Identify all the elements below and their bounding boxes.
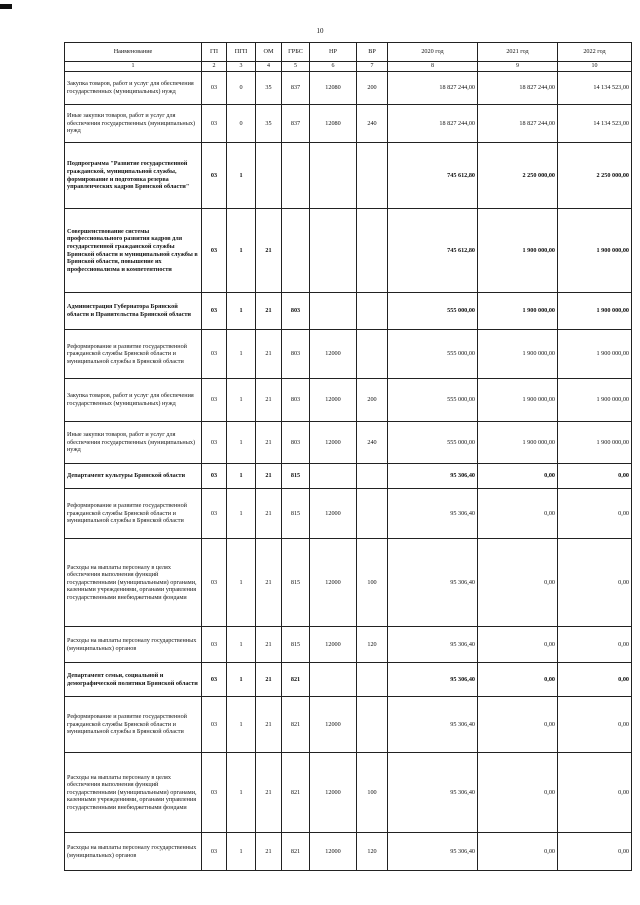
row-om: 21 bbox=[256, 753, 282, 833]
row-2022: 2 250 000,00 bbox=[558, 143, 632, 209]
row-pgp: 1 bbox=[227, 464, 256, 489]
column-index: 5 bbox=[282, 62, 310, 72]
row-vr: 120 bbox=[357, 833, 388, 871]
row-name: Иные закупки товаров, работ и услуг для обеспечения государственных (муниципальных) нужд bbox=[65, 422, 202, 464]
row-2022: 0,00 bbox=[558, 627, 632, 663]
row-grbs: 821 bbox=[282, 753, 310, 833]
row-gp: 03 bbox=[202, 209, 227, 293]
row-2022: 1 900 000,00 bbox=[558, 330, 632, 379]
row-vr bbox=[357, 209, 388, 293]
row-grbs: 821 bbox=[282, 697, 310, 753]
row-om: 21 bbox=[256, 464, 282, 489]
row-2022: 0,00 bbox=[558, 489, 632, 539]
table-row bbox=[65, 72, 632, 105]
row-2022: 0,00 bbox=[558, 697, 632, 753]
row-vr: 100 bbox=[357, 753, 388, 833]
row-name: Реформирование и развитие государственной гражданской службы Брянской области и муниципальной службы в Брянской области bbox=[65, 697, 202, 753]
header-pgp: ПГП bbox=[227, 43, 256, 62]
row-om: 21 bbox=[256, 330, 282, 379]
row-om: 21 bbox=[256, 422, 282, 464]
row-pgp: 0 bbox=[227, 105, 256, 143]
row-pgp: 1 bbox=[227, 143, 256, 209]
row-gp: 03 bbox=[202, 489, 227, 539]
row-pgp: 1 bbox=[227, 663, 256, 697]
row-vr bbox=[357, 464, 388, 489]
row-grbs: 803 bbox=[282, 330, 310, 379]
row-gp: 03 bbox=[202, 72, 227, 105]
row-name: Закупка товаров, работ и услуг для обеспечения государственных (муниципальных) нужд bbox=[65, 72, 202, 105]
row-grbs bbox=[282, 143, 310, 209]
row-om: 21 bbox=[256, 627, 282, 663]
row-name: Расходы на выплаты персоналу государственных (муниципальных) органов bbox=[65, 833, 202, 871]
row-nr bbox=[310, 464, 357, 489]
row-grbs: 837 bbox=[282, 72, 310, 105]
row-2020: 95 306,40 bbox=[388, 753, 478, 833]
row-nr bbox=[310, 293, 357, 330]
row-2022: 0,00 bbox=[558, 464, 632, 489]
row-pgp: 1 bbox=[227, 753, 256, 833]
row-2021: 0,00 bbox=[478, 663, 558, 697]
row-pgp: 1 bbox=[227, 627, 256, 663]
row-pgp: 1 bbox=[227, 697, 256, 753]
row-2021: 0,00 bbox=[478, 627, 558, 663]
row-2021: 18 827 244,00 bbox=[478, 72, 558, 105]
row-gp: 03 bbox=[202, 697, 227, 753]
table-row bbox=[65, 422, 632, 464]
row-nr: 12000 bbox=[310, 833, 357, 871]
row-nr: 12000 bbox=[310, 697, 357, 753]
row-grbs: 803 bbox=[282, 379, 310, 422]
table-row bbox=[65, 379, 632, 422]
row-nr bbox=[310, 209, 357, 293]
header-2021: 2021 год bbox=[478, 43, 558, 62]
row-vr: 240 bbox=[357, 422, 388, 464]
row-gp: 03 bbox=[202, 330, 227, 379]
row-2021: 1 900 000,00 bbox=[478, 293, 558, 330]
row-om: 35 bbox=[256, 105, 282, 143]
row-2021: 2 250 000,00 bbox=[478, 143, 558, 209]
row-name: Реформирование и развитие государственной гражданской службы Брянской области и муниципальной службы в Брянской области bbox=[65, 489, 202, 539]
row-2020: 95 306,40 bbox=[388, 627, 478, 663]
row-2021: 1 900 000,00 bbox=[478, 330, 558, 379]
row-om: 21 bbox=[256, 539, 282, 627]
row-nr: 12080 bbox=[310, 72, 357, 105]
header-grbs: ГРБС bbox=[282, 43, 310, 62]
row-nr: 12000 bbox=[310, 753, 357, 833]
row-2020: 555 000,00 bbox=[388, 422, 478, 464]
row-2022: 1 900 000,00 bbox=[558, 422, 632, 464]
row-2022: 14 134 523,00 bbox=[558, 72, 632, 105]
row-vr bbox=[357, 143, 388, 209]
row-om bbox=[256, 143, 282, 209]
row-nr: 12000 bbox=[310, 330, 357, 379]
row-gp: 03 bbox=[202, 833, 227, 871]
row-2020: 745 612,80 bbox=[388, 143, 478, 209]
row-gp: 03 bbox=[202, 464, 227, 489]
row-om: 21 bbox=[256, 697, 282, 753]
table-row bbox=[65, 293, 632, 330]
row-pgp: 1 bbox=[227, 330, 256, 379]
header-om: ОМ bbox=[256, 43, 282, 62]
row-vr: 200 bbox=[357, 72, 388, 105]
row-name: Закупка товаров, работ и услуг для обеспечения государственных (муниципальных) нужд bbox=[65, 379, 202, 422]
row-nr: 12000 bbox=[310, 489, 357, 539]
row-name: Совершенствование системы профессионального развития кадров для государственной гражданской службы Брянской области и муниципальной службы в Брянской области, повышение их профессионализма и компетентности bbox=[65, 209, 202, 293]
row-2021: 1 900 000,00 bbox=[478, 379, 558, 422]
row-gp: 03 bbox=[202, 663, 227, 697]
row-2021: 0,00 bbox=[478, 464, 558, 489]
row-name: Расходы на выплаты персоналу в целях обеспечения выполнения функций государственными (муниципальными) органами, казенными учреждениями, органами управления государственными внебюджетными фондами bbox=[65, 539, 202, 627]
row-2020: 95 306,40 bbox=[388, 464, 478, 489]
row-grbs: 815 bbox=[282, 464, 310, 489]
table-row bbox=[65, 627, 632, 663]
row-2022: 1 900 000,00 bbox=[558, 379, 632, 422]
row-2020: 95 306,40 bbox=[388, 489, 478, 539]
row-2022: 0,00 bbox=[558, 663, 632, 697]
header-2022: 2022 год bbox=[558, 43, 632, 62]
column-index: 10 bbox=[558, 62, 632, 72]
row-nr bbox=[310, 663, 357, 697]
row-gp: 03 bbox=[202, 422, 227, 464]
row-pgp: 1 bbox=[227, 539, 256, 627]
row-2022: 1 900 000,00 bbox=[558, 293, 632, 330]
row-2020: 18 827 244,00 bbox=[388, 72, 478, 105]
row-nr: 12000 bbox=[310, 379, 357, 422]
row-name: Администрация Губернатора Брянской области и Правительства Брянской области bbox=[65, 293, 202, 330]
row-name: Расходы на выплаты персоналу государственных (муниципальных) органов bbox=[65, 627, 202, 663]
column-index: 2 bbox=[202, 62, 227, 72]
row-2020: 95 306,40 bbox=[388, 663, 478, 697]
row-gp: 03 bbox=[202, 379, 227, 422]
row-name: Департамент культуры Брянской области bbox=[65, 464, 202, 489]
row-2020: 95 306,40 bbox=[388, 833, 478, 871]
row-gp: 03 bbox=[202, 143, 227, 209]
row-grbs: 803 bbox=[282, 422, 310, 464]
row-vr bbox=[357, 489, 388, 539]
row-vr bbox=[357, 293, 388, 330]
row-om: 21 bbox=[256, 489, 282, 539]
row-gp: 03 bbox=[202, 627, 227, 663]
header-nr: НР bbox=[310, 43, 357, 62]
row-vr bbox=[357, 663, 388, 697]
row-nr: 12000 bbox=[310, 539, 357, 627]
header-vr: ВР bbox=[357, 43, 388, 62]
row-2020: 745 612,80 bbox=[388, 209, 478, 293]
row-pgp: 1 bbox=[227, 833, 256, 871]
row-gp: 03 bbox=[202, 293, 227, 330]
row-pgp: 1 bbox=[227, 422, 256, 464]
row-grbs: 815 bbox=[282, 489, 310, 539]
table-row bbox=[65, 833, 632, 871]
row-pgp: 1 bbox=[227, 489, 256, 539]
budget-table bbox=[64, 42, 632, 871]
row-2021: 0,00 bbox=[478, 753, 558, 833]
column-index: 4 bbox=[256, 62, 282, 72]
row-nr: 12080 bbox=[310, 105, 357, 143]
table-row bbox=[65, 330, 632, 379]
table-row bbox=[65, 464, 632, 489]
column-index-row bbox=[65, 62, 632, 72]
row-nr bbox=[310, 143, 357, 209]
row-name: Расходы на выплаты персоналу в целях обеспечения выполнения функций государственными (муниципальными) органами, казенными учреждениями, органами управления государственными внебюджетными фондами bbox=[65, 753, 202, 833]
row-vr bbox=[357, 697, 388, 753]
table-row bbox=[65, 663, 632, 697]
row-vr: 100 bbox=[357, 539, 388, 627]
row-2020: 555 000,00 bbox=[388, 330, 478, 379]
row-2022: 14 134 523,00 bbox=[558, 105, 632, 143]
row-2020: 95 306,40 bbox=[388, 697, 478, 753]
row-2021: 0,00 bbox=[478, 697, 558, 753]
table-row bbox=[65, 539, 632, 627]
row-grbs: 821 bbox=[282, 663, 310, 697]
row-pgp: 1 bbox=[227, 293, 256, 330]
row-vr: 200 bbox=[357, 379, 388, 422]
column-index: 8 bbox=[388, 62, 478, 72]
row-grbs bbox=[282, 209, 310, 293]
row-2022: 0,00 bbox=[558, 539, 632, 627]
column-index: 6 bbox=[310, 62, 357, 72]
row-vr: 120 bbox=[357, 627, 388, 663]
row-pgp: 0 bbox=[227, 72, 256, 105]
header-name: Наименование bbox=[65, 43, 202, 62]
row-2020: 555 000,00 bbox=[388, 293, 478, 330]
row-2020: 555 000,00 bbox=[388, 379, 478, 422]
table-row bbox=[65, 105, 632, 143]
row-pgp: 1 bbox=[227, 209, 256, 293]
row-om: 21 bbox=[256, 209, 282, 293]
row-2021: 1 900 000,00 bbox=[478, 209, 558, 293]
row-grbs: 803 bbox=[282, 293, 310, 330]
row-pgp: 1 bbox=[227, 379, 256, 422]
column-index: 7 bbox=[357, 62, 388, 72]
header-gp: ГП bbox=[202, 43, 227, 62]
column-index: 1 bbox=[65, 62, 202, 72]
row-om: 35 bbox=[256, 72, 282, 105]
table-row bbox=[65, 143, 632, 209]
row-grbs: 815 bbox=[282, 539, 310, 627]
row-grbs: 815 bbox=[282, 627, 310, 663]
row-2022: 0,00 bbox=[558, 833, 632, 871]
table-row bbox=[65, 697, 632, 753]
row-name: Подпрограмма "Развитие государственной гражданской, муниципальной службы, формирование и подготовка резерва управленческих кадров Брянской области" bbox=[65, 143, 202, 209]
table-header-row bbox=[65, 43, 632, 62]
scan-corner-mark bbox=[0, 4, 12, 9]
row-om: 21 bbox=[256, 379, 282, 422]
row-name: Департамент семьи, социальной и демографической политики Брянской области bbox=[65, 663, 202, 697]
row-2020: 95 306,40 bbox=[388, 539, 478, 627]
row-grbs: 821 bbox=[282, 833, 310, 871]
row-2021: 0,00 bbox=[478, 489, 558, 539]
row-2021: 1 900 000,00 bbox=[478, 422, 558, 464]
row-nr: 12000 bbox=[310, 627, 357, 663]
row-gp: 03 bbox=[202, 539, 227, 627]
row-2021: 0,00 bbox=[478, 539, 558, 627]
table-row bbox=[65, 753, 632, 833]
header-2020: 2020 год bbox=[388, 43, 478, 62]
row-om: 21 bbox=[256, 663, 282, 697]
row-gp: 03 bbox=[202, 753, 227, 833]
row-om: 21 bbox=[256, 833, 282, 871]
row-vr: 240 bbox=[357, 105, 388, 143]
row-name: Иные закупки товаров, работ и услуг для обеспечения государственных (муниципальных) нужд bbox=[65, 105, 202, 143]
row-2021: 18 827 244,00 bbox=[478, 105, 558, 143]
row-gp: 03 bbox=[202, 105, 227, 143]
row-nr: 12000 bbox=[310, 422, 357, 464]
row-2022: 0,00 bbox=[558, 753, 632, 833]
column-index: 9 bbox=[478, 62, 558, 72]
page-number: 10 bbox=[316, 27, 324, 35]
column-index: 3 bbox=[227, 62, 256, 72]
row-grbs: 837 bbox=[282, 105, 310, 143]
row-2022: 1 900 000,00 bbox=[558, 209, 632, 293]
row-2020: 18 827 244,00 bbox=[388, 105, 478, 143]
table-row bbox=[65, 209, 632, 293]
row-om: 21 bbox=[256, 293, 282, 330]
table-row bbox=[65, 489, 632, 539]
row-vr bbox=[357, 330, 388, 379]
row-name: Реформирование и развитие государственной гражданской службы Брянской области и муниципальной службы в Брянской области bbox=[65, 330, 202, 379]
row-2021: 0,00 bbox=[478, 833, 558, 871]
